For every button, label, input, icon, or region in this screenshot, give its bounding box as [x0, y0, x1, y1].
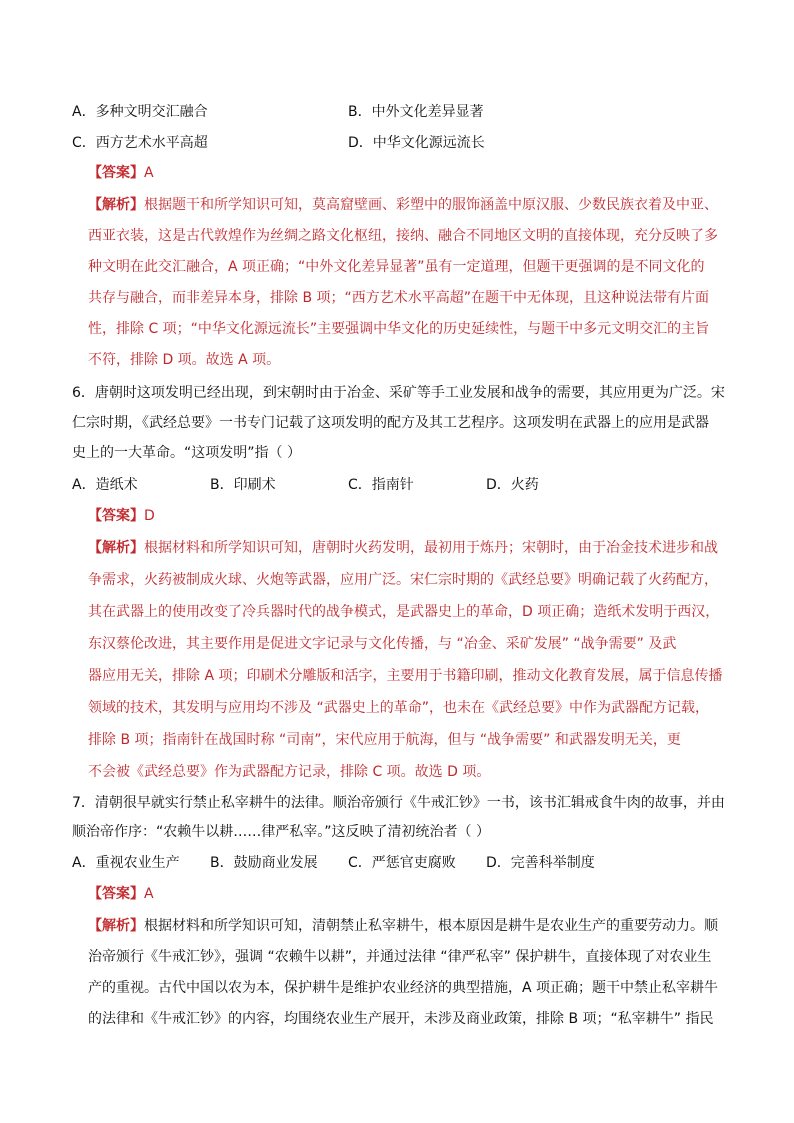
q7-option-b: B．鼓励商业发展 [210, 855, 318, 871]
q5-analysis-line-4: 共存与融合，而非差异本身，排除 B 项；“西方艺术水平高超”在题干中无体现，且这种说法带有片面 [88, 290, 710, 306]
q5-analysis-line-3: 种文明在此交汇融合，A 项正确；“中外文化差异显著”虽有一定道理，但题干更强调的是不同文化的 [88, 259, 705, 275]
q7-stem-line-2: 顺治帝作序：“农赖牛以耕……律严私宰。”这反映了清初统治者（ ） [72, 824, 490, 840]
q6-analysis-line-4: 东汉蔡伦改进，其主要作用是促进文字记录与文化传播，与 “冶金、采矿发展” “战争需要” 及武 [88, 636, 677, 652]
q5-answer-value: A [144, 165, 154, 181]
q7-analysis-line-1: 【解析】根据材料和所学知识可知，清朝禁止私宰耕牛，根本原因是耕牛是农业生产的重要劳动力。顺 [88, 918, 718, 934]
q5-analysis-line-6: 不符，排除 D 项。故选 A 项。 [88, 352, 281, 368]
q5-analysis-line-2: 西亚衣装，这是古代敦煌作为丝绸之路文化枢纽，接纳、融合不同地区文明的直接体现，充分反映了多 [88, 228, 718, 244]
q6-stem-line-3: 史上的一大革命。“这项发明”指（ ） [72, 445, 301, 461]
q6-answer-value: D [144, 508, 155, 524]
q6-analysis-line-1: 【解析】根据材料和所学知识可知，唐朝时火药发明，最初用于炼丹；宋朝时，由于冶金技术进步和战 [88, 540, 718, 556]
q5-analysis-line-5: 性，排除 C 项；“中华文化源远流长”主要强调中华文化的历史延续性，与题干中多元文明交汇的主旨 [88, 321, 710, 337]
q5-option-d: D．中华文化源远流长 [348, 135, 485, 151]
q5-analysis-tag: 【解析】 [88, 197, 144, 213]
q6-answer [88, 506, 155, 526]
q7-stem-line-1: 7．清朝很早就实行禁止私宰耕牛的法律。顺治帝颁行《牛戒汇钞》一书，该书汇辑戒食牛肉的故事，并由 [72, 795, 725, 811]
q6-option-c: C．指南针 [348, 477, 414, 493]
q6-stem-line-1: 6．唐朝时这项发明已经出现，到宋朝时由于冶金、采矿等手工业发展和战争的需要，其应用更为广泛。宋 [72, 385, 725, 401]
q5-answer [88, 163, 154, 183]
q6-analysis-line-5: 器应用无关，排除 A 项；印刷术分雕版和活字，主要用于书籍印刷，推动文化教育发展，属于信息传播 [88, 668, 723, 684]
q6-analysis-line-8: 不会被《武经总要》作为武器配方记录，排除 C 项。故选 D 项。 [88, 764, 491, 780]
q7-answer [88, 884, 154, 904]
q5-answer-tag: 【答案】 [88, 165, 144, 181]
q7-option-d: D．完善科举制度 [486, 855, 595, 871]
q6-analysis-line-2: 争需求，火药被制成火球、火炮等武器，应用广泛。宋仁宗时期的《武经总要》明确记载了火药配方， [88, 572, 718, 588]
q7-answer-tag: 【答案】 [88, 886, 144, 902]
q5-option-c: C．西方艺术水平高超 [72, 135, 208, 151]
q6-option-b: B．印刷术 [210, 477, 276, 493]
q7-analysis-line-4: 的法律和《牛戒汇钞》的内容，均围绕农业生产展开，未涉及商业政策，排除 B 项；“私宰耕牛” 指民 [88, 1011, 714, 1027]
q7-option-c: C．严惩官吏腐败 [348, 855, 456, 871]
q5-analysis-line-1: 【解析】根据题干和所学知识可知，莫高窟壁画、彩塑中的服饰涵盖中原汉服、少数民族衣着及中亚、 [88, 197, 718, 213]
q6-analysis-line-7: 排除 B 项；指南针在战国时称 “司南”，宋代应用于航海，但与 “战争需要” 和武器发明无关，更 [88, 732, 681, 748]
q6-analysis-line-3: 其在武器上的使用改变了冷兵器时代的战争模式，是武器史上的革命，D 项正确；造纸术发明于西汉， [88, 604, 720, 620]
q7-option-a: A．重视农业生产 [72, 855, 180, 871]
q6-analysis-line-6: 领域的技术，其发明与应用均不涉及 “武器史上的革命”，也未在《武经总要》中作为武器配方记载， [88, 700, 709, 716]
q5-option-a: A．多种文明交汇融合 [72, 104, 208, 120]
q7-analysis-line-3: 产的重视。古代中国以农为本，保护耕牛是维护农业经济的典型措施，A 项正确；题干中禁止私宰耕牛 [88, 980, 719, 996]
q6-stem-line-2: 仁宗时期，《武经总要》一书专门记载了这项发明的配方及其工艺程序。这项发明在武器上的应用是武器 [72, 415, 709, 431]
q6-answer-tag: 【答案】 [88, 508, 144, 524]
q7-analysis-line-2: 治帝颁行《牛戒汇钞》，强调 “农赖牛以耕”，并通过法律 “律严私宰” 保护耕牛，直接体现了对农业生 [88, 949, 712, 965]
q6-option-d: D．火药 [486, 477, 539, 493]
q6-option-a: A．造纸术 [72, 477, 138, 493]
q7-answer-value: A [144, 886, 154, 902]
q6-analysis-tag: 【解析】 [88, 540, 144, 556]
q5-option-b: B．中外文化差异显著 [348, 104, 484, 120]
q7-analysis-tag: 【解析】 [88, 918, 144, 934]
